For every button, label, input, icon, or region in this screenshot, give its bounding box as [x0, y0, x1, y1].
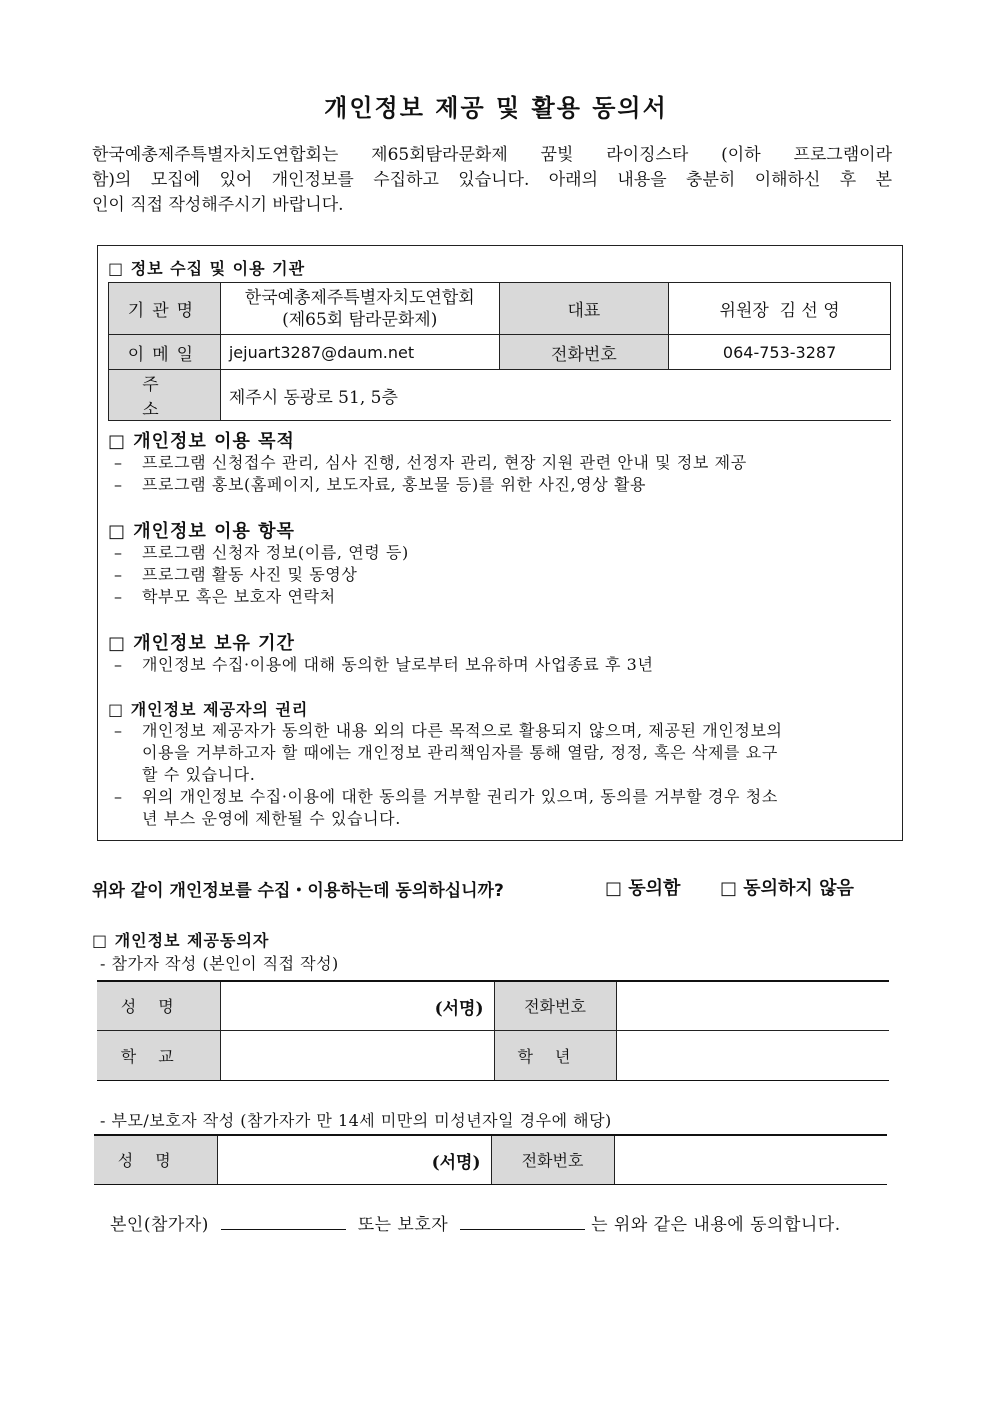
list-item: – 개인정보 제공자가 동의한 내용 외의 다른 목적으로 활용되지 않으며, 제공된 개인정보의 이용을 거부하고자 할 때에는 개인정보 관리책임자를 통해 열람, 정정, 혹은 삭제를 요구 할 수 있습니다.: [114, 721, 783, 784]
purpose-heading: □ 개인정보 이용 목적: [108, 431, 295, 452]
guardian-phone-label: 전화번호: [491, 1135, 614, 1184]
consent-question: 위와 같이 개인정보를 수집・이용하는데 동의하십니까?: [92, 881, 504, 901]
guardian-phone-field[interactable]: [614, 1135, 887, 1184]
items-heading: □ 개인정보 이용 항목: [108, 521, 295, 542]
email-label: 이메일: [109, 335, 221, 370]
representative-value: 위원장 김 선 영: [669, 283, 891, 335]
list-item: – 프로그램 홍보(홈페이지, 보도자료, 홍보물 등)를 위한 사진,영상 활용: [114, 475, 647, 494]
rights-heading: □ 개인정보 제공자의 권리: [108, 700, 309, 719]
org-section-heading: □ 정보 수집 및 이용 기관: [108, 259, 306, 278]
participant-phone-field[interactable]: [616, 981, 889, 1030]
agree-checkbox[interactable]: □ 동의함: [605, 878, 681, 899]
participant-signature-field[interactable]: [220, 981, 494, 1030]
footer-statement: [110, 1210, 841, 1235]
signature-label: (서명): [431, 1153, 481, 1173]
list-item: – 위의 개인정보 수집·이용에 대한 동의를 거부할 권리가 있으며, 동의를 거부할 경우 청소 년 부스 운영에 제한될 수 있습니다.: [114, 787, 778, 828]
signature-label: (서명): [434, 999, 484, 1019]
guardian-name-label: 성명: [94, 1135, 217, 1184]
intro-line: 인이 직접 작성해주시기 바랍니다.: [92, 195, 344, 215]
school-field[interactable]: [220, 1030, 494, 1080]
intro-line: 한국예총제주특별자치도연합회는 제65회탐라문화제 꿈빛 라이징스타 (이하 프로그램이라: [92, 145, 892, 165]
disagree-checkbox[interactable]: □ 동의하지 않음: [720, 878, 854, 899]
representative-label: 대표: [499, 283, 669, 335]
list-item: – 프로그램 신청접수 관리, 심사 진행, 선정자 관리, 현장 지원 관련 안내 및 정보 제공: [114, 453, 747, 472]
list-item: – 프로그램 신청자 정보(이름, 연령 등): [114, 543, 409, 562]
org-info-table: [108, 282, 891, 421]
rights-list: [114, 720, 894, 830]
list-item: – 프로그램 활동 사진 및 동영상: [114, 565, 358, 584]
document-title: 개인정보 제공 및 활용 동의서: [324, 94, 668, 122]
list-item: – 학부모 혹은 보호자 연락처: [114, 587, 336, 606]
footer-part2: 또는 보호자: [357, 1215, 449, 1235]
org-name-line1: 한국예총제주특별자치도연합회: [244, 287, 475, 308]
org-phone-label: 전화번호: [499, 335, 669, 370]
footer-part1: 본인(참가자): [110, 1215, 209, 1235]
email-value: jejuart3287@daum.net: [220, 335, 499, 370]
participant-phone-label: 전화번호: [494, 981, 616, 1030]
retention-list: [114, 654, 654, 676]
org-name-line2: (제65회 탐라문화제): [282, 309, 438, 330]
participant-blank-field[interactable]: [221, 1213, 346, 1230]
intro-paragraph: [92, 143, 892, 218]
guardian-blank-field[interactable]: [460, 1213, 585, 1230]
grade-field[interactable]: [616, 1030, 889, 1080]
guardian-signature-field[interactable]: [217, 1135, 491, 1184]
participant-sign-table: [97, 980, 889, 1081]
guardian-sign-table: [94, 1134, 887, 1185]
footer-part3: 는 위와 같은 내용에 동의합니다.: [591, 1215, 841, 1235]
purpose-list: [114, 452, 747, 496]
consent-heading: □ 개인정보 제공동의자: [92, 931, 270, 950]
items-list: [114, 542, 409, 608]
org-name-label: 기관명: [109, 283, 221, 335]
org-name-value: [220, 283, 499, 335]
org-phone-value: 064-753-3287: [669, 335, 891, 370]
intro-line: 함)의 모집에 있어 개인정보를 수집하고 있습니다. 아래의 내용을 충분히 이해하신 후 본: [92, 170, 892, 190]
address-label: 주 소: [109, 370, 221, 421]
participant-name-label: 성명: [97, 981, 220, 1030]
address-value: 제주시 동광로 51, 5층: [220, 370, 890, 421]
list-item: – 개인정보 수집·이용에 대해 동의한 날로부터 보유하며 사업종료 후 3년: [114, 655, 654, 674]
grade-label: 학년: [494, 1030, 616, 1080]
guardian-note: - 부모/보호자 작성 (참가자가 만 14세 미만의 미성년자일 경우에 해당): [100, 1111, 612, 1130]
retention-heading: □ 개인정보 보유 기간: [108, 633, 295, 654]
participant-note: - 참가자 작성 (본인이 직접 작성): [100, 954, 339, 973]
school-label: 학교: [97, 1030, 220, 1080]
